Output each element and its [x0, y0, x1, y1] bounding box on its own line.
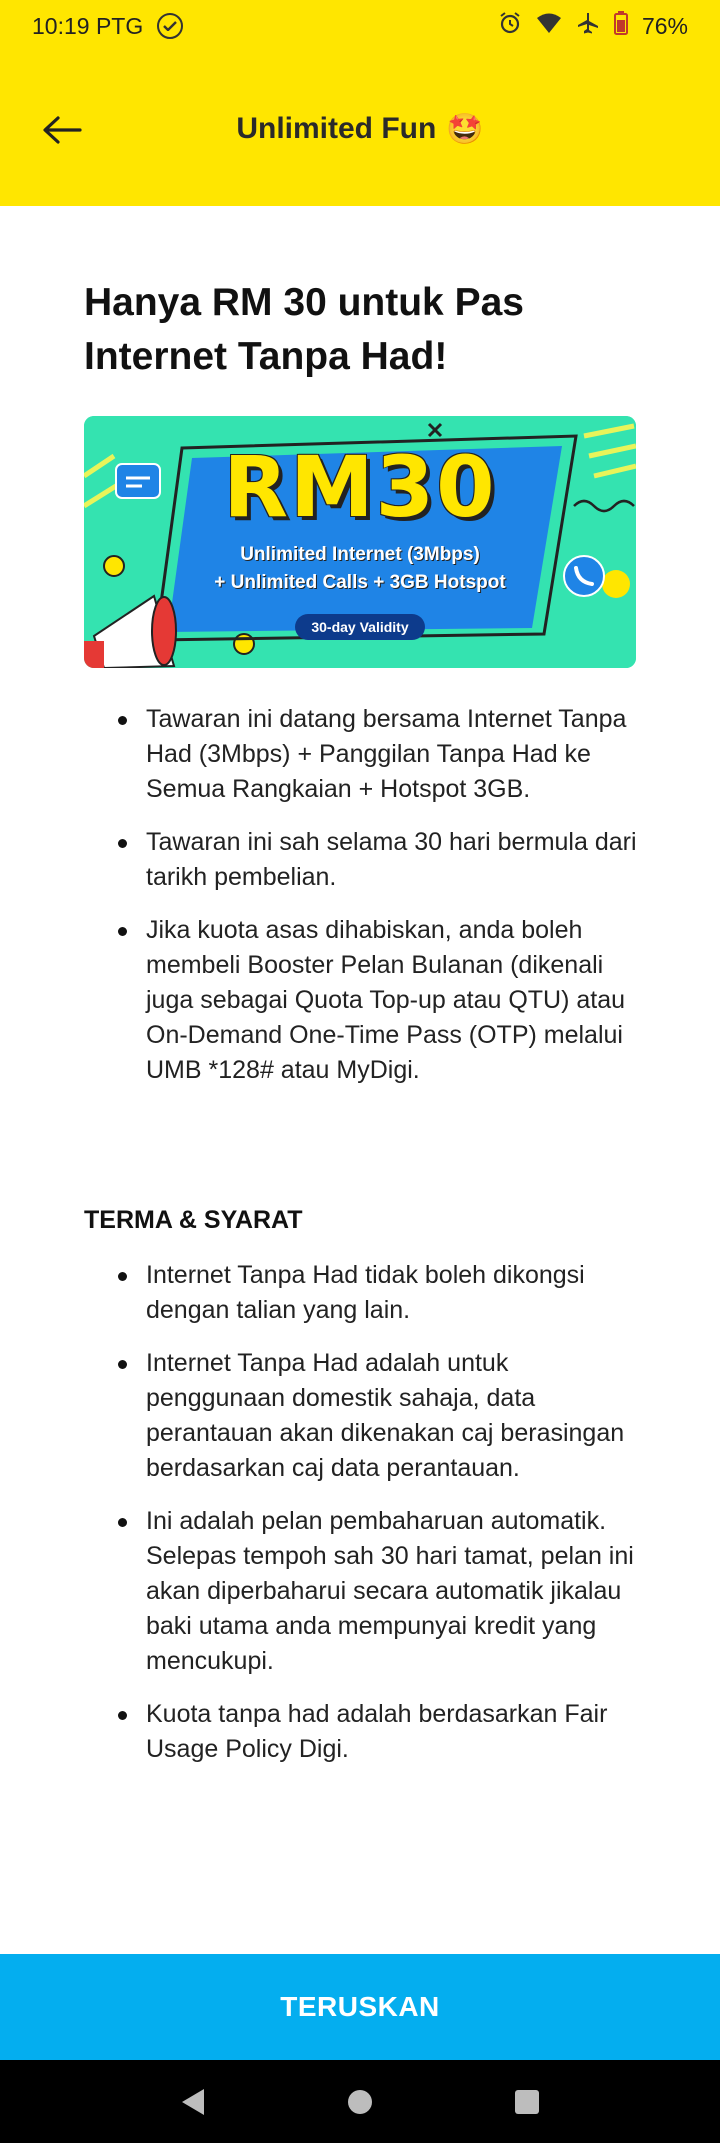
- banner-line-2: + Unlimited Calls + 3GB Hotspot: [214, 572, 506, 593]
- recents-square-icon: [514, 2089, 540, 2115]
- back-triangle-icon: [180, 2087, 206, 2117]
- app-bar: [0, 52, 720, 206]
- offer-banner: [84, 416, 636, 668]
- battery-icon: [614, 11, 628, 41]
- list-item: Jika kuota asas dihabiskan, anda boleh membeli Booster Pelan Bulanan (dikenali juga sebagai Quota Top-up atau QTU) atau On-Demand One-Time Pass (OTP) melalui UMB *128# atau MyDigi.: [84, 913, 644, 1088]
- continue-button[interactable]: TERUSKAN: [0, 1954, 720, 2060]
- banner-validity-wrap: [84, 614, 636, 640]
- home-circle-icon: [346, 2088, 374, 2116]
- list-item: Internet Tanpa Had tidak boleh dikongsi dengan talian yang lain.: [84, 1258, 644, 1328]
- offer-content: [0, 206, 720, 1954]
- nav-back-button[interactable]: [163, 2072, 223, 2132]
- list-item: Internet Tanpa Had adalah untuk penggunaan domestik sahaja, data perantauan akan dikenakan caj berasingan berdasarkan caj data perantauan.: [84, 1346, 644, 1486]
- list-item: Kuota tanpa had adalah berdasarkan Fair Usage Policy Digi.: [84, 1697, 644, 1767]
- wifi-icon: [536, 12, 562, 40]
- banner-price: RM30: [223, 438, 497, 536]
- page-title: [0, 104, 720, 154]
- check-circle-icon: [157, 13, 183, 39]
- nav-home-button[interactable]: [330, 2072, 390, 2132]
- battery-percent: 76%: [641, 12, 688, 39]
- status-left: [32, 13, 183, 40]
- star-struck-emoji-icon: 🤩: [446, 111, 484, 147]
- list-item: Ini adalah pelan pembaharuan automatik. Selepas tempoh sah 30 hari tamat, pelan ini akan diperbaharui secara automatik jikalau baki utama anda mempunyai kredit yang mencukupi.: [84, 1504, 644, 1679]
- list-item: Tawaran ini datang bersama Internet Tanpa Had (3Mbps) + Panggilan Tanpa Had ke Semua Rangkaian + Hotspot 3GB.: [84, 702, 644, 807]
- status-time: 10:19 PTG: [32, 12, 144, 39]
- terms-list: [84, 1258, 644, 1785]
- banner-line-1: Unlimited Internet (3Mbps): [240, 544, 480, 565]
- airplane-icon: [576, 11, 600, 41]
- list-item: Tawaran ini sah selama 30 hari bermula dari tarikh pembelian.: [84, 825, 644, 895]
- status-right: [498, 11, 688, 41]
- nav-recents-button[interactable]: [497, 2072, 557, 2132]
- status-bar: [0, 0, 720, 52]
- system-nav-bar: [0, 2060, 720, 2143]
- alarm-icon: [498, 11, 522, 41]
- terms-heading: TERMA & SYARAT: [84, 1206, 303, 1234]
- offer-headline: Hanya RM 30 untuk Pas Internet Tanpa Had!: [84, 281, 524, 378]
- page-title-text: Unlimited Fun: [236, 112, 437, 145]
- features-list: [84, 702, 644, 1106]
- banner-validity-badge: 30-day Validity: [295, 614, 424, 640]
